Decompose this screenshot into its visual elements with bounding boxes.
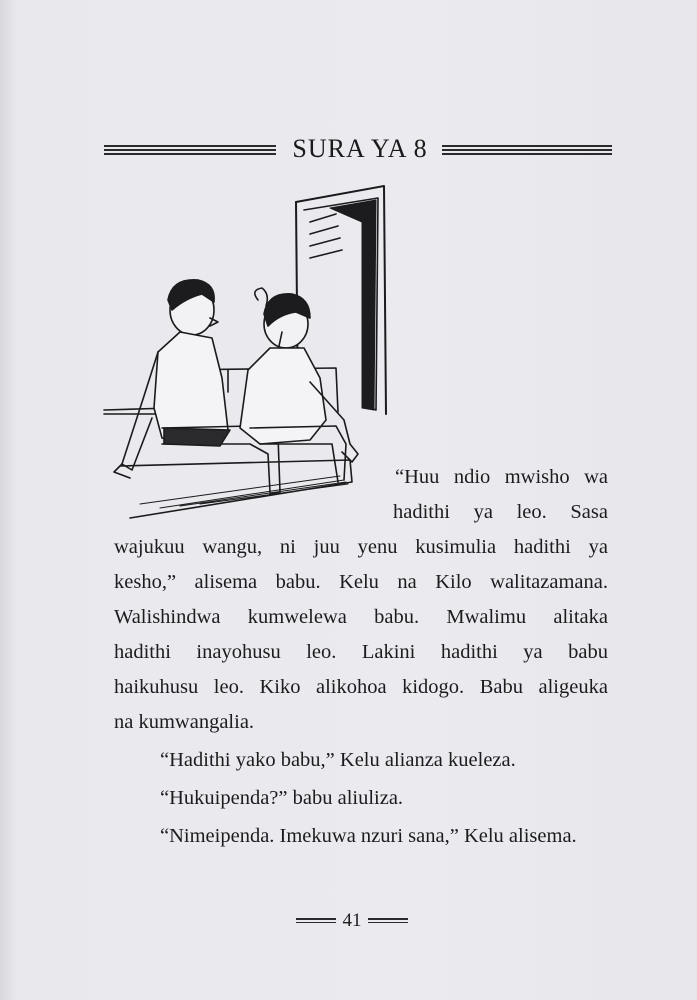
word: hadithi	[440, 641, 498, 663]
footer-rule-right	[368, 918, 408, 924]
text-line: na kumwangalia.	[114, 711, 255, 733]
word: wangu,	[202, 536, 263, 558]
text-line: “Hadithi yako babu,” Kelu alianza kueleza.	[160, 749, 516, 771]
word: babu.	[374, 606, 420, 628]
word: ya	[588, 536, 608, 558]
word: kesho,”	[114, 571, 177, 593]
text-line	[114, 605, 608, 629]
word: leo.	[516, 501, 547, 523]
word: kidogo.	[402, 676, 465, 698]
word: aligeuka	[538, 676, 608, 698]
word: na	[397, 571, 417, 593]
word: alikohoa	[316, 676, 387, 698]
word: leo.	[306, 641, 337, 663]
word: Walishindwa	[114, 606, 221, 628]
text-line	[114, 640, 608, 664]
word: alisema	[194, 571, 258, 593]
text-line	[114, 535, 608, 559]
word: ni	[279, 536, 296, 558]
word: Kelu	[339, 571, 379, 593]
chapter-title: SURA YA 8	[292, 134, 428, 163]
word: hadithi	[114, 641, 171, 663]
page-footer	[296, 906, 408, 936]
word: kumwelewa	[247, 606, 347, 628]
word: “Huu	[395, 466, 440, 488]
word: babu.	[275, 571, 321, 593]
word: wajukuu	[114, 536, 185, 558]
word: ya	[473, 501, 493, 523]
word: haikuhusu	[114, 676, 199, 698]
word: hadithi	[393, 501, 450, 523]
word: kusimulia	[415, 536, 497, 558]
word: ya	[523, 641, 543, 663]
word: leo.	[213, 676, 244, 698]
word: Lakini	[361, 641, 416, 663]
word: ndio	[453, 466, 491, 488]
text-line	[393, 500, 608, 524]
word: Kiko	[259, 676, 301, 698]
word: Mwalimu	[446, 606, 527, 628]
word: mwisho	[504, 466, 570, 488]
word: alitaka	[553, 606, 608, 628]
word: Kilo	[435, 571, 472, 593]
word: Babu	[479, 676, 523, 698]
text-line: “Hukuipenda?” babu aliuliza.	[160, 787, 404, 809]
word: hadithi	[513, 536, 571, 558]
word: inayohusu	[196, 641, 281, 663]
word: walitazamana.	[490, 571, 608, 593]
word: yenu	[357, 536, 398, 558]
text-line	[395, 465, 608, 489]
footer-rule-left	[296, 918, 336, 924]
word: Sasa	[570, 501, 608, 523]
text-line	[114, 675, 608, 699]
text-line: “Nimeipenda. Imekuwa nzuri sana,” Kelu alisema.	[160, 825, 577, 847]
word: babu	[568, 641, 608, 663]
page-number: 41	[342, 910, 362, 931]
text-line	[114, 570, 608, 594]
word: wa	[584, 466, 608, 488]
word: juu	[313, 536, 340, 558]
